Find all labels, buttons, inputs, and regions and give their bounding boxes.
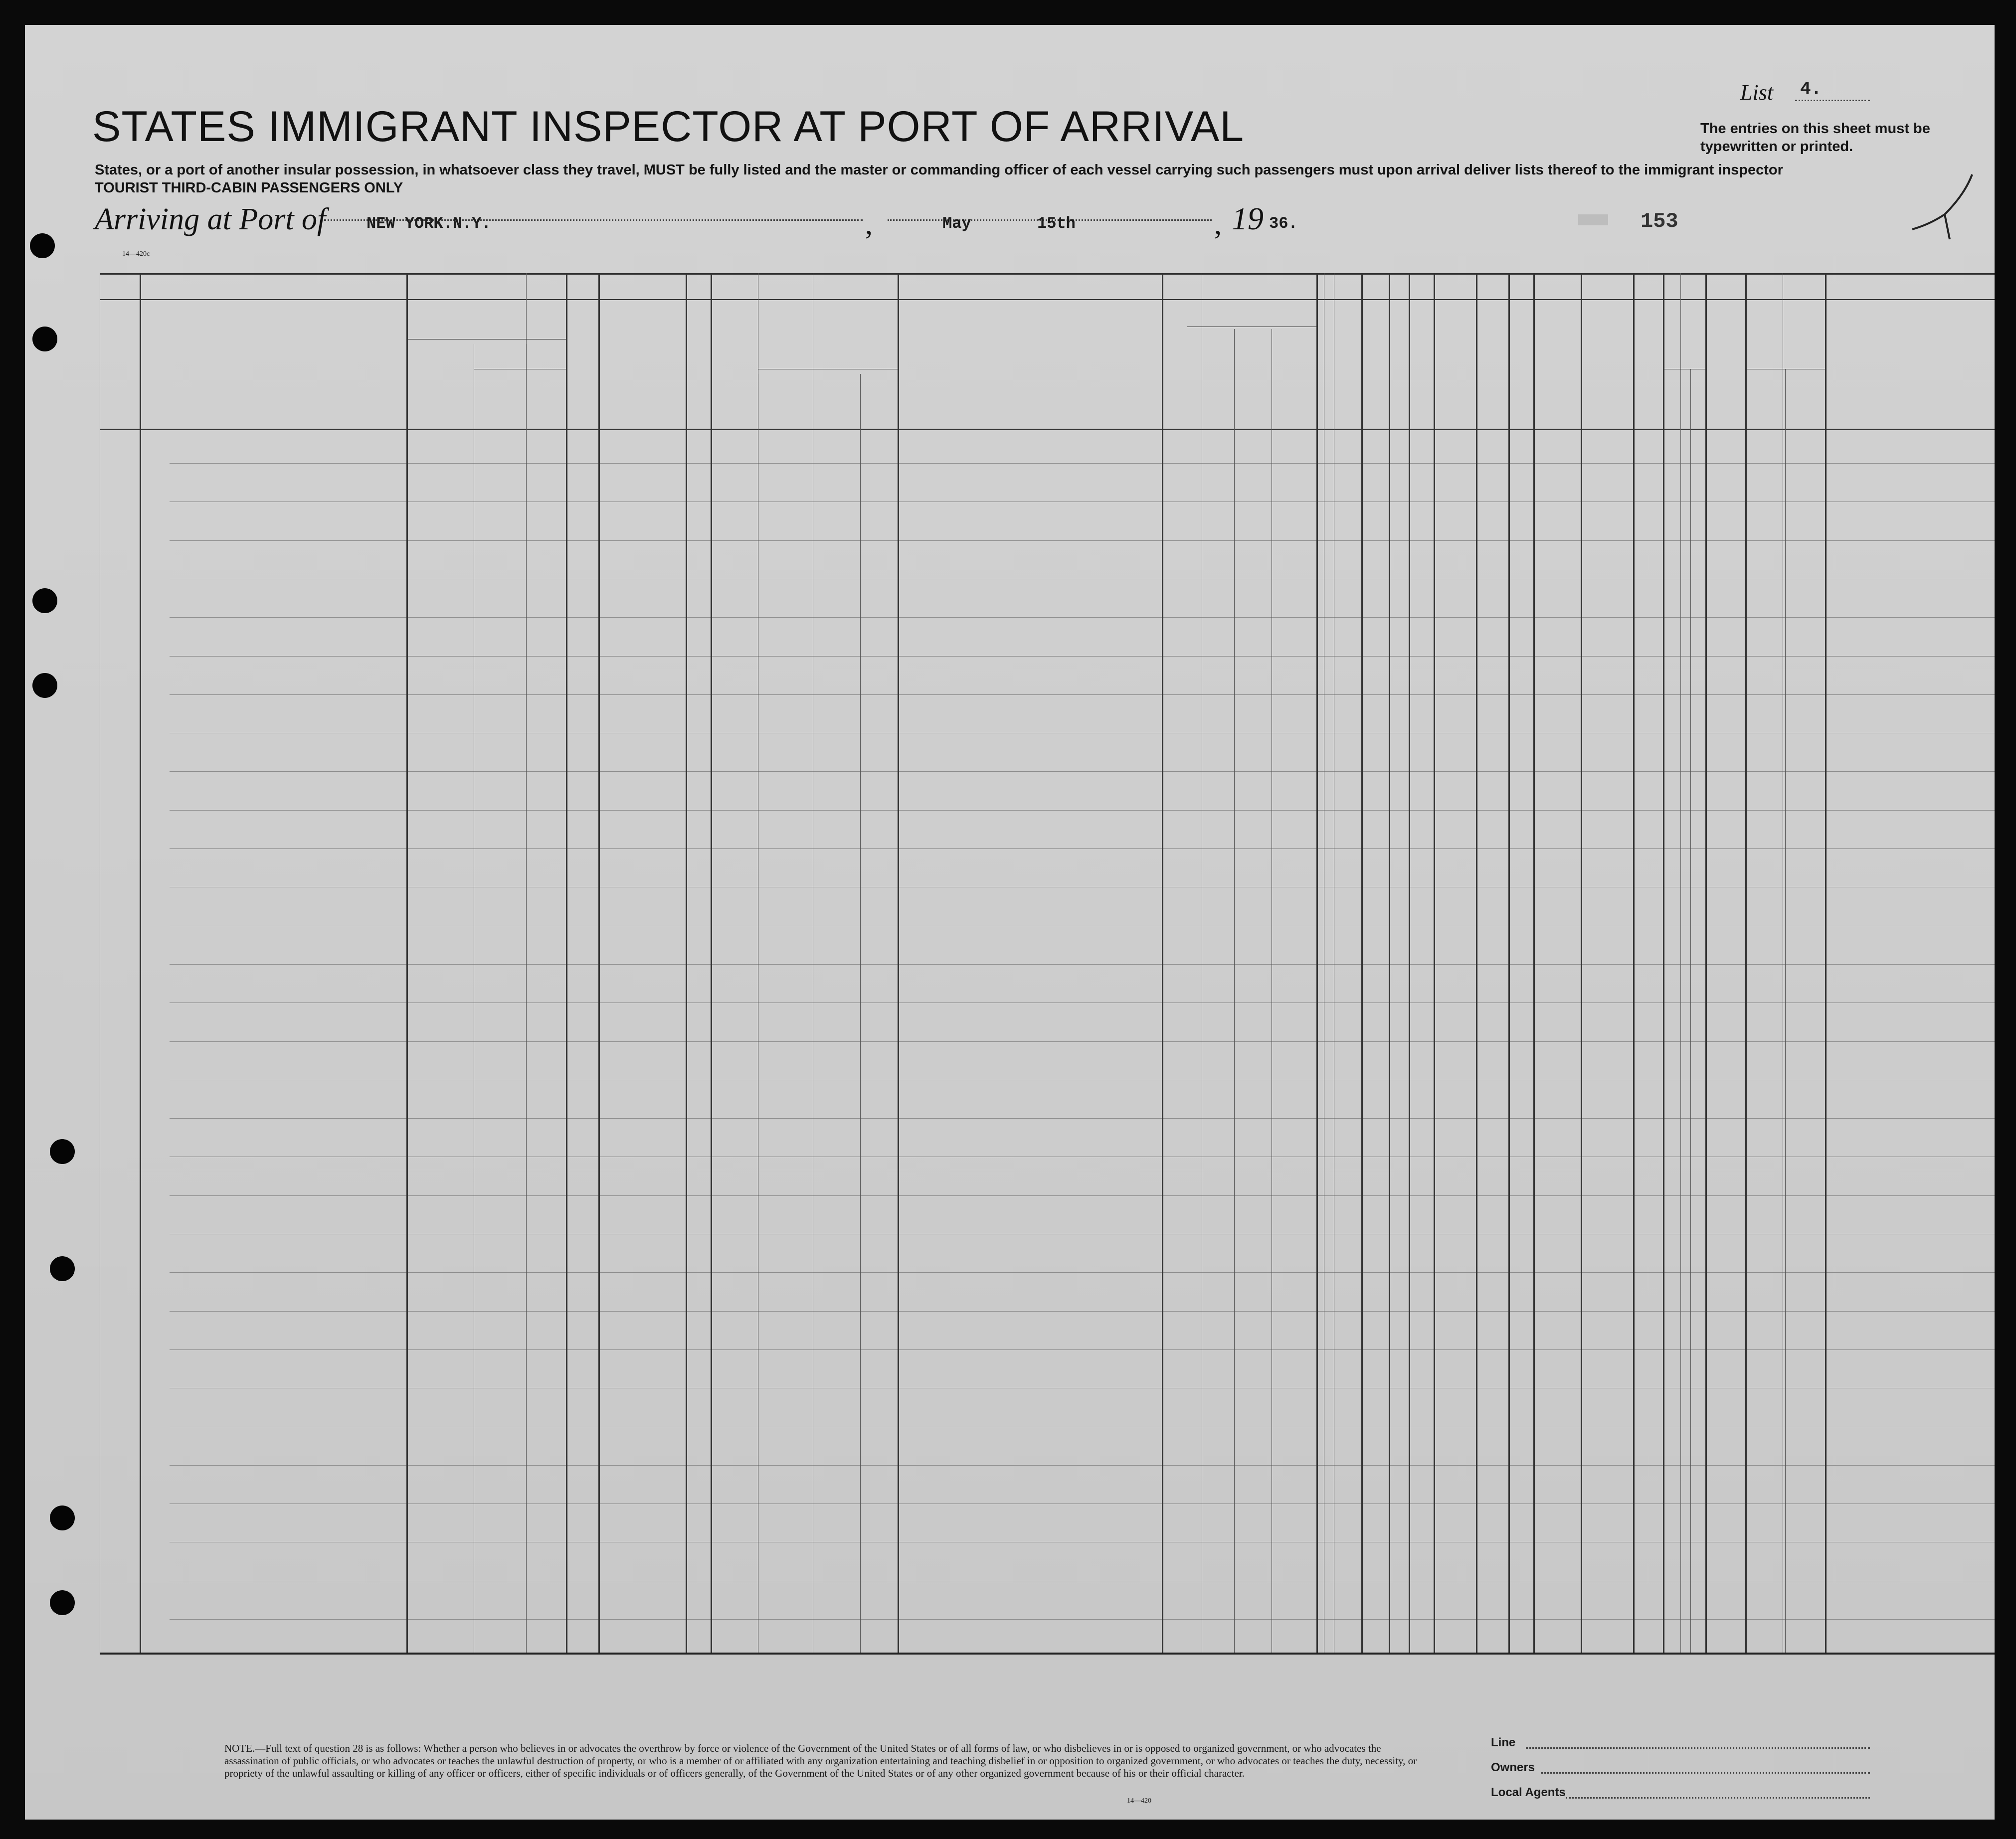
- comma-1: ,: [865, 207, 873, 240]
- column-subheader-inches: [1689, 389, 1707, 426]
- column-header-excluded: [1483, 304, 1503, 426]
- manifest-table: [25, 25, 1995, 1820]
- column-header-polygamist: [1366, 314, 1386, 426]
- column-border: [1508, 273, 1510, 1653]
- form-number-top: 14—420c: [122, 250, 150, 258]
- colnum-row-border: [100, 299, 1995, 300]
- footnote: NOTE.—Full text of question 28 is as follows: Whether a person who believes in or advocates the overthrow by force or violence of the Government of the United States or of all forms of law, or who disbelieves in or is opposed to organized government, or who advocates the assassination of public officials, or who advocates or teaches the unlawful destruction of property, or who is a member of or affiliated with any organization entertaining and teaching disbelief in or opposition to organized government, or who advocates or teaches the duty, necessity, or propriety of the unlawful assaulting or killing of any officer or officers, either of specific individuals or of officers generally, of the Government of the United States or of any other organized government because of his or their official character.: [224, 1742, 1417, 1779]
- date-month: May: [942, 214, 971, 233]
- column-subheader-citizen: [1274, 332, 1314, 429]
- line-field: [1526, 1747, 1870, 1749]
- row-rule: [170, 694, 1995, 695]
- column-header-anarchist: [1392, 314, 1407, 426]
- column-subheader-return: [1187, 332, 1232, 429]
- header-bottom-border: [100, 429, 1995, 430]
- form-number-bottom: 14—420: [1127, 1797, 1151, 1805]
- column-border: [1434, 273, 1435, 1653]
- list-number: 4.: [1800, 79, 1822, 99]
- page-title: STATES IMMIGRANT INSPECTOR AT PORT OF ARRIVAL: [92, 103, 1245, 151]
- local-agents-label: Local Agents: [1491, 1786, 1566, 1799]
- column-border: [566, 273, 567, 1653]
- column-border: [1361, 273, 1363, 1653]
- local-agents-field: [1566, 1797, 1870, 1799]
- column-border: [686, 273, 687, 1653]
- column-border: [1745, 273, 1747, 1653]
- column-border: [1680, 273, 1681, 1653]
- row-rule: [170, 656, 1995, 657]
- column-subheader-feet: [1665, 389, 1685, 426]
- column-header-overthrow: [1410, 304, 1433, 426]
- row-rule: [170, 848, 1995, 849]
- manifest-sheet: [25, 25, 1995, 1820]
- column-header-money: [690, 309, 710, 429]
- column-header-prison: [1319, 304, 1359, 426]
- column-border: [406, 273, 408, 1653]
- column-header-ticket: [572, 327, 592, 426]
- port-value: NEW YORK.N.Y.: [367, 214, 491, 233]
- column-border: [1581, 273, 1582, 1653]
- passenger-class: TOURIST THIRD-CABIN PASSENGERS ONLY: [95, 180, 403, 196]
- column-border: [1533, 273, 1535, 1653]
- column-subheader-length: [1237, 332, 1269, 429]
- column-border: [1389, 273, 1390, 1653]
- row-rule: [170, 1619, 1995, 1620]
- header-instruction: States, or a port of another insular possession, in whatsoever class they travel, MUST be fully listed and the master or commanding officer of each vessel carrying such passengers must upon arrival deliver lists thereof to the immigrant inspector: [95, 162, 1783, 178]
- column-border: [711, 273, 712, 1653]
- column-border: [898, 273, 899, 1653]
- row-rule: [170, 1041, 1995, 1042]
- column-border: [598, 273, 600, 1653]
- owners-label: Owners: [1491, 1761, 1535, 1774]
- list-label: List: [1740, 80, 1774, 105]
- row-rule: [170, 1465, 1995, 1466]
- subcolumn-border: [526, 344, 527, 1653]
- owners-field: [1541, 1772, 1870, 1774]
- row-rule: [170, 771, 1995, 772]
- arriving-label: Arriving at Port of: [95, 202, 326, 236]
- column-border: [1409, 273, 1410, 1653]
- typewritten-note: The entries on this sheet must be typewritten or printed.: [1700, 121, 1930, 155]
- row-rule: [170, 1272, 1995, 1273]
- column-border: [1825, 273, 1827, 1653]
- row-rule: [170, 810, 1995, 811]
- table-bottom-border: [100, 1653, 1995, 1655]
- row-rule: [170, 1311, 1995, 1312]
- column-header-arrested: [1512, 304, 1530, 426]
- date-day: 15th: [1037, 214, 1076, 233]
- column-border: [1663, 273, 1664, 1653]
- column-border: [1476, 273, 1477, 1653]
- comma-2: ,: [1214, 207, 1222, 240]
- stamp-number: 153: [1641, 209, 1678, 233]
- column-border: [1316, 273, 1318, 1653]
- table-top-border: [100, 273, 1995, 275]
- row-rule: [170, 463, 1995, 464]
- subcolumn-border: [1785, 369, 1786, 1653]
- column-border: [1705, 273, 1707, 1653]
- row-rule: [170, 964, 1995, 965]
- row-rule: [170, 1349, 1995, 1350]
- year-prefix: 19: [1232, 201, 1264, 236]
- column-border: [140, 273, 141, 1653]
- row-rule: [170, 617, 1995, 618]
- column-border: [1633, 273, 1635, 1653]
- subcolumn-border: [860, 374, 861, 1653]
- column-border: [1162, 273, 1163, 1653]
- year-suffix: 36.: [1269, 214, 1298, 233]
- row-rule: [170, 540, 1995, 541]
- line-label: Line: [1491, 1736, 1516, 1749]
- column-header-labor: [1439, 304, 1473, 426]
- row-rule: [170, 1195, 1995, 1196]
- subcolumn-border: [1234, 329, 1235, 1653]
- subcolumn-border: [1690, 369, 1691, 1653]
- row-rule: [170, 1118, 1995, 1119]
